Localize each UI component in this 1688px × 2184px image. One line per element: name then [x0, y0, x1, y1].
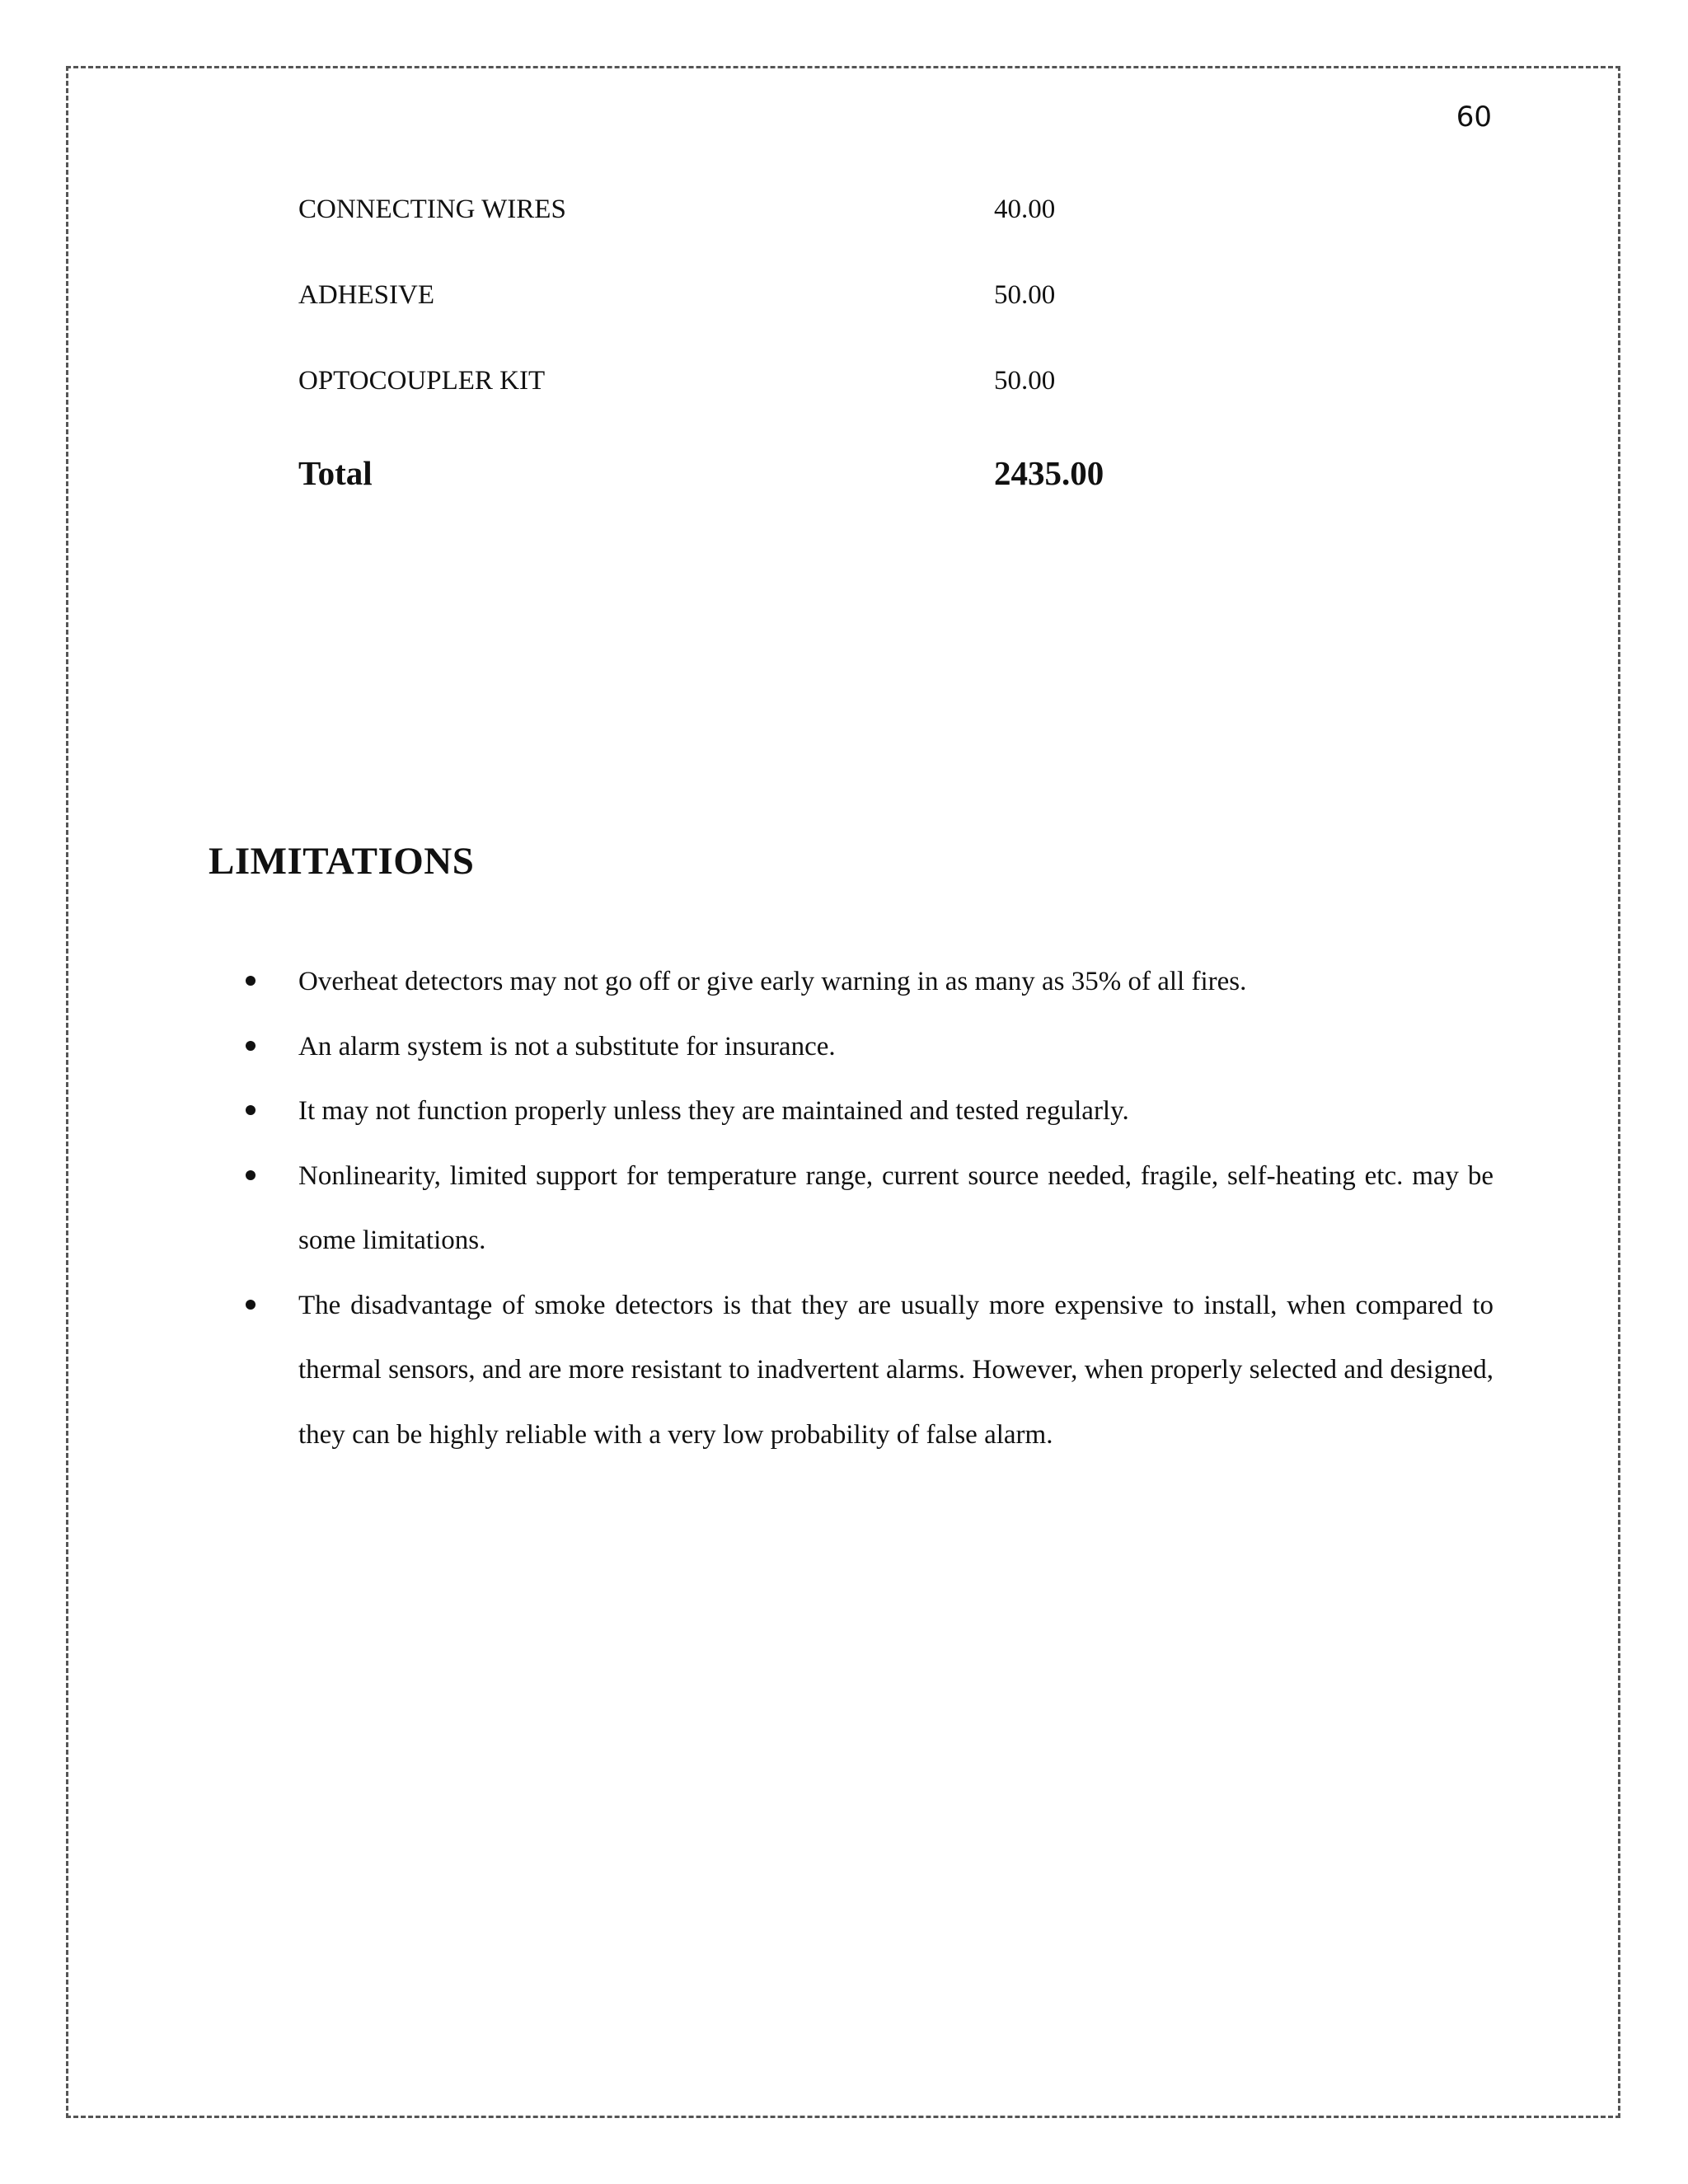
list-item-text: Overheat detectors may not go off or give early warning in as many as 35% of all fires. — [298, 967, 1247, 996]
list-item — [241, 949, 1493, 1015]
list-item-text: An alarm system is not a substitute for insurance. — [298, 1031, 836, 1062]
cost-total-label: Total — [298, 454, 373, 492]
cost-item-label: ADHESIVE — [298, 280, 434, 310]
list-item — [241, 1015, 1493, 1080]
bullet-icon — [246, 1170, 256, 1180]
cost-total-row — [298, 453, 1205, 539]
list-item — [241, 1144, 1493, 1273]
bullet-icon — [246, 1105, 256, 1115]
cost-row — [298, 366, 1205, 452]
list-item-text: The disadvantage of smoke detectors is that they are usually more expensive to install, when compared to thermal sensors, and are more resistant to inadvertent alarms. However, when properly selected and designed, they can be highly reliable with a very low probability of false alarm. — [298, 1290, 1493, 1450]
list-item — [241, 1079, 1493, 1144]
cost-table — [298, 194, 1205, 539]
page-number: 60 — [1456, 101, 1492, 134]
bullet-icon — [246, 1041, 256, 1051]
list-item — [241, 1273, 1493, 1468]
list-item-text: Nonlinearity, limited support for temperature range, current source needed, fragile, self-heating etc. may be some limitations. — [298, 1160, 1493, 1255]
list-item-text: It may not function properly unless they are maintained and tested regularly. — [298, 1096, 1129, 1126]
section-heading-limitations: LIMITATIONS — [209, 840, 475, 883]
bullet-icon — [246, 976, 256, 986]
cost-item-label: OPTOCOUPLER KIT — [298, 366, 546, 396]
cost-row — [298, 194, 1205, 280]
cost-item-amount: 50.00 — [994, 366, 1056, 396]
cost-item-amount: 50.00 — [994, 280, 1056, 310]
limitations-list — [241, 949, 1493, 1467]
cost-item-amount: 40.00 — [994, 194, 1056, 224]
cost-item-label: CONNECTING WIRES — [298, 194, 566, 224]
cost-row — [298, 280, 1205, 366]
cost-total-amount: 2435.00 — [994, 454, 1104, 492]
bullet-icon — [246, 1300, 256, 1310]
